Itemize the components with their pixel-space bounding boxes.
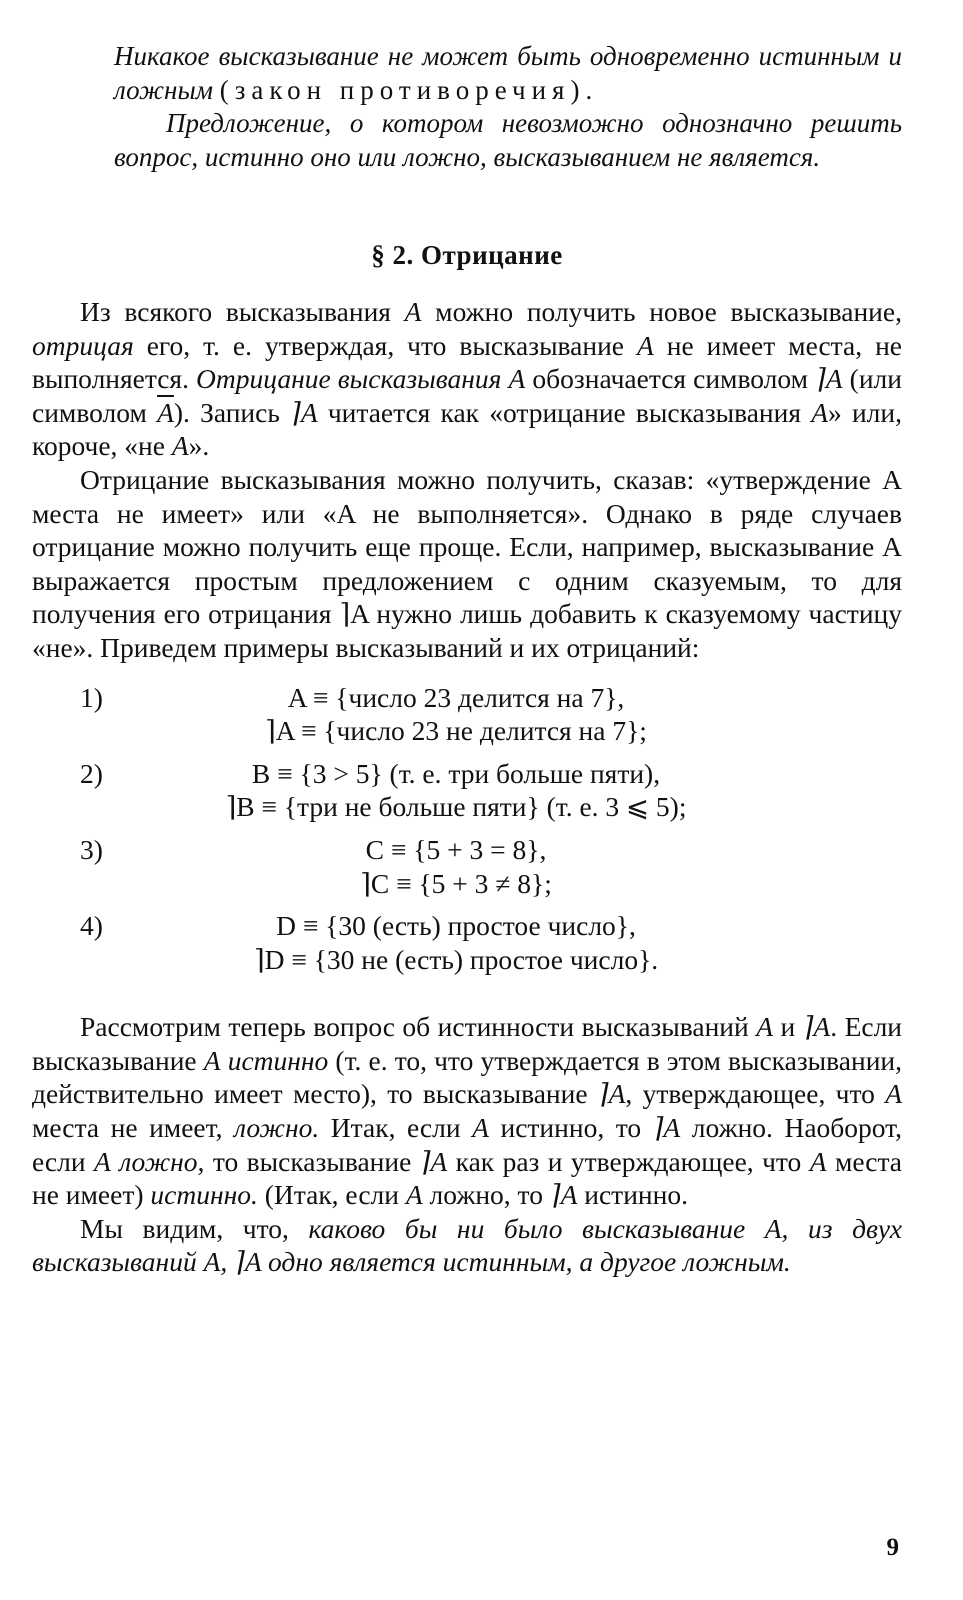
section-title: § 2. Отрицание	[371, 240, 563, 270]
text-run: ».	[188, 430, 210, 462]
text-run: можно получить новое высказывание,	[421, 296, 902, 327]
example-number: 2)	[80, 757, 103, 789]
text-run: не имеет места, не выполняется.	[32, 329, 902, 395]
text-run: места не имеет)	[32, 1145, 903, 1211]
example-negation: ⌉D ≡ {30 не (есть) простое число}.	[253, 943, 659, 975]
page-number: 9	[886, 1534, 899, 1561]
italic-term: ложно,	[119, 1145, 205, 1177]
negation-forming-paragraph: Отрицание высказывания можно получить, сказав: «утверждение A места не имеет» или «A не выполняется». Однако в ряде случаев отрицание можно получить еще проще. Если, например, высказывание A выражается простым предложением с одним сказуемым, то для получения его отрицания ⌉A нужно лишь добавить к сказуемому частицу «не». Приведем примеры высказываний и их отрицаний:	[32, 463, 902, 663]
examples-list	[32, 681, 902, 977]
example-negation: ⌉A ≡ {число 23 не делится на 7};	[265, 715, 647, 747]
italic-term: истинно	[227, 1044, 329, 1076]
italic-term: отрицая	[32, 329, 134, 361]
math-var: A	[472, 1112, 489, 1144]
text-run: ложно. Наоборот, если	[32, 1112, 902, 1177]
conclusion-paragraph	[32, 1212, 902, 1279]
negation-symbol: ⌉A	[652, 1112, 681, 1144]
math-var: A	[171, 430, 189, 462]
text-run: . Если высказывание	[32, 1011, 903, 1076]
math-var: A	[203, 1044, 221, 1076]
intro-law-text: Никакое высказывание не может быть одновременно истинным и ложным	[114, 41, 902, 105]
negation-symbol: ⌉A	[802, 1011, 831, 1043]
text-run: (т. е. то, что утверждается в этом высказывании, действительно имеет место), то высказывание	[32, 1044, 903, 1110]
example-statement: B ≡ {3 > 5} (т. е. три больше пяти),	[251, 757, 661, 789]
example-number: 4)	[80, 910, 103, 942]
intro-definition-paragraph: Предложение, о котором невозможно однозначно решить вопрос, истинно оно или ложно, высказыванием не является.	[114, 108, 902, 172]
overline-symbol: $\overline{A}$	[157, 396, 174, 428]
negation-symbol: ⌉A	[290, 396, 318, 428]
text-run: и	[773, 1011, 803, 1043]
text-run: читается как «отрицание высказывания	[317, 396, 812, 428]
text-run: ). Запись	[173, 396, 291, 428]
italic-term: ложно.	[234, 1112, 320, 1144]
italic-term: Отрицание высказывания	[196, 363, 502, 395]
negation-symbol: ⌉A	[419, 1145, 448, 1177]
math-var: A	[508, 363, 526, 395]
math-var: A	[404, 296, 422, 327]
law-name: (закон противоречия).	[219, 74, 599, 105]
negation-symbol: ⌉A	[597, 1078, 626, 1110]
text-run	[111, 1146, 119, 1177]
text-run: Мы видим, что,	[80, 1212, 309, 1244]
text-run: (или символом	[32, 363, 902, 428]
example-negation: ⌉B ≡ {три не больше пяти} (т. е. 3 ⩽ 5);	[225, 791, 687, 823]
italic-conclusion: каково бы ни было высказывание A, из двух высказываний A, ⌉A одно является истинным, а другое ложным.	[32, 1212, 902, 1278]
text-run: его, т. е. утверждая, что высказывание	[133, 329, 637, 361]
example-formulas	[140, 833, 902, 900]
math-var: A	[405, 1179, 423, 1211]
page-body	[32, 40, 902, 1279]
truth-analysis-paragraph	[32, 1010, 902, 1212]
example-negation: ⌉C ≡ {5 + 3 ≠ 8};	[360, 867, 552, 899]
example-formulas	[140, 909, 902, 976]
intro-block	[32, 40, 902, 174]
math-var: A	[756, 1011, 774, 1043]
math-var: A	[93, 1145, 111, 1177]
text-run: ложно, то	[422, 1179, 550, 1211]
text-run	[221, 1045, 228, 1076]
text-run: истинно, то	[488, 1112, 653, 1144]
text-run: (Итак, если	[257, 1179, 406, 1211]
example-item	[32, 757, 902, 824]
example-number: 1)	[80, 681, 103, 713]
text-run: как раз и утверждающее, что	[447, 1145, 810, 1177]
example-formulas	[140, 757, 902, 824]
negation-definition-paragraph	[32, 295, 902, 463]
text-run: обозначается символом	[525, 363, 816, 395]
negation-symbol: ⌉A	[815, 363, 843, 395]
example-item	[32, 909, 902, 976]
text-run: места не имеет,	[32, 1112, 234, 1144]
math-var: A	[885, 1078, 902, 1110]
text-run: Из всякого высказывания	[80, 296, 405, 327]
math-var: A	[636, 329, 654, 361]
text-run: , утверждающее, что	[625, 1078, 886, 1110]
text-run	[501, 363, 508, 394]
text-run: истинно.	[577, 1179, 688, 1211]
math-var: A	[811, 396, 829, 428]
example-formulas	[140, 681, 902, 748]
example-statement: C ≡ {5 + 3 = 8},	[365, 833, 547, 865]
intro-law-paragraph	[114, 40, 902, 107]
italic-term: истинно.	[150, 1179, 258, 1211]
negation-symbol: ⌉A	[549, 1179, 578, 1211]
text-run: Рассмотрим теперь вопрос об истинности высказываний	[80, 1011, 757, 1043]
example-statement: A ≡ {число 23 делится на 7},	[287, 681, 625, 713]
example-statement: D ≡ {30 (есть) простое число},	[276, 910, 636, 942]
text-run: Итак, если	[319, 1112, 473, 1144]
text-run: то высказывание	[204, 1145, 420, 1177]
example-item	[32, 681, 902, 748]
math-var: A	[809, 1145, 827, 1177]
example-item	[32, 833, 902, 900]
text-run: » или, короче, «не	[32, 396, 902, 462]
example-number: 3)	[80, 833, 103, 865]
